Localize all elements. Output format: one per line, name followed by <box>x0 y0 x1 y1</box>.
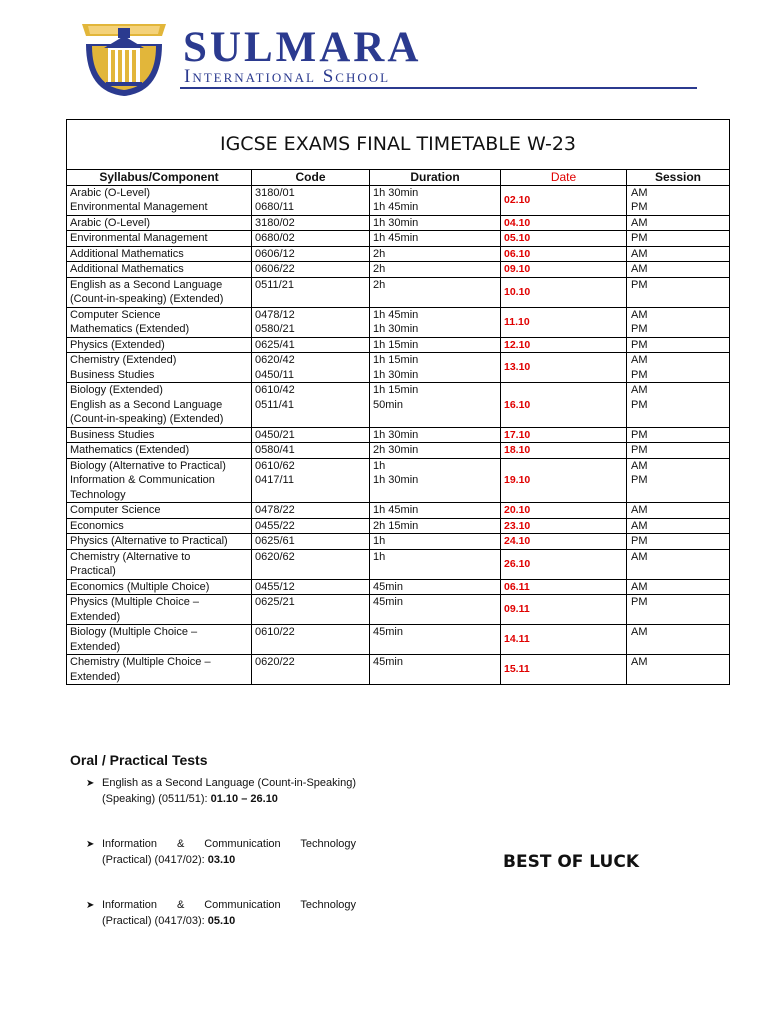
session-cell-line: PM <box>631 368 648 381</box>
table-row <box>67 549 730 579</box>
syllabus-cell-line: Technology <box>70 488 126 501</box>
table-row <box>67 655 730 685</box>
syllabus-cell-line: Chemistry (Extended) <box>70 354 177 366</box>
table-row <box>67 534 730 550</box>
date-cell: 05.10 <box>501 231 627 247</box>
duration-cell-line: 45min <box>373 596 403 608</box>
session-cell <box>627 595 730 625</box>
code-cell <box>252 534 370 550</box>
code-cell-line: 0450/21 <box>255 428 295 441</box>
session-cell <box>627 427 730 443</box>
oral-item-date: 01.10 – 26.10 <box>210 792 278 805</box>
oral-test-list <box>86 776 356 929</box>
session-cell <box>627 625 730 655</box>
session-cell <box>627 458 730 503</box>
duration-cell-line: 1h 45min <box>373 308 419 321</box>
session-cell <box>627 185 730 215</box>
duration-cell-line: 2h <box>373 263 386 275</box>
duration-cell-line: 50min <box>373 398 403 411</box>
duration-cell <box>370 427 501 443</box>
code-cell-line: 0511/41 <box>255 398 294 411</box>
session-cell <box>627 518 730 534</box>
date-cell: 24.10 <box>501 534 627 550</box>
duration-cell <box>370 246 501 262</box>
date-cell: 12.10 <box>501 337 627 353</box>
date-cell: 20.10 <box>501 503 627 519</box>
code-cell-line: 0625/21 <box>255 596 295 608</box>
code-cell <box>252 246 370 262</box>
session-cell <box>627 655 730 685</box>
syllabus-cell-line: Mathematics (Extended) <box>70 444 190 456</box>
table-row <box>67 353 730 383</box>
duration-cell <box>370 458 501 503</box>
syllabus-cell-line: Arabic (O-Level) <box>70 186 151 199</box>
code-cell <box>252 277 370 307</box>
table-row <box>67 231 730 247</box>
syllabus-cell-line: Mathematics (Extended) <box>70 323 190 335</box>
duration-cell-line: 1h 30min <box>373 368 419 381</box>
session-cell-line: PM <box>631 474 648 486</box>
syllabus-cell-line: Arabic (O-Level) <box>70 216 151 229</box>
syllabus-cell-line: Extended) <box>70 670 121 683</box>
syllabus-cell <box>67 503 252 519</box>
syllabus-cell-line: Practical) <box>70 565 116 577</box>
session-cell <box>627 503 730 519</box>
date-cell: 26.10 <box>501 549 627 579</box>
duration-cell <box>370 595 501 625</box>
syllabus-cell-line: Physics (Multiple Choice – <box>70 596 199 608</box>
column-header-syllabus: Syllabus/Component <box>67 170 252 186</box>
session-cell-line: PM <box>631 596 648 608</box>
date-cell: 17.10 <box>501 427 627 443</box>
table-row <box>67 262 730 278</box>
session-cell <box>627 443 730 459</box>
session-cell-line: AM <box>631 216 648 229</box>
code-cell-line: 0417/11 <box>255 474 294 486</box>
table-row <box>67 443 730 459</box>
code-cell <box>252 549 370 579</box>
session-cell <box>627 337 730 353</box>
code-cell <box>252 215 370 231</box>
code-cell <box>252 625 370 655</box>
duration-cell <box>370 655 501 685</box>
code-cell-line: 0580/21 <box>255 323 295 335</box>
code-cell-line: 0610/42 <box>255 384 295 396</box>
syllabus-cell-line: Additional Mathematics <box>70 247 184 260</box>
session-cell-line: AM <box>631 519 648 532</box>
syllabus-cell-line: Economics <box>70 519 124 532</box>
duration-cell-line: 1h 15min <box>373 354 419 366</box>
date-cell: 16.10 <box>501 383 627 428</box>
session-cell <box>627 262 730 278</box>
duration-cell-line: 45min <box>373 656 403 668</box>
code-cell-line: 0511/21 <box>255 278 294 291</box>
code-cell-line: 0620/62 <box>255 550 295 563</box>
duration-cell <box>370 383 501 428</box>
session-cell-line: AM <box>631 186 648 199</box>
syllabus-cell-line: (Count-in-speaking) (Extended) <box>70 413 224 425</box>
duration-cell-line: 1h <box>373 535 386 547</box>
table-row <box>67 458 730 503</box>
duration-cell-line: 1h 15min <box>373 384 419 396</box>
syllabus-cell-line: Biology (Extended) <box>70 384 163 396</box>
syllabus-cell-line: Chemistry (Multiple Choice – <box>70 656 211 668</box>
session-cell-line: AM <box>631 354 648 366</box>
code-cell <box>252 383 370 428</box>
code-cell <box>252 655 370 685</box>
table-row <box>67 307 730 337</box>
date-cell: 06.10 <box>501 246 627 262</box>
table-row <box>67 518 730 534</box>
list-item <box>86 898 356 929</box>
session-cell-line: AM <box>631 656 648 668</box>
date-cell: 10.10 <box>501 277 627 307</box>
session-cell-line: PM <box>631 201 648 213</box>
syllabus-cell-line: (Count-in-speaking) (Extended) <box>70 293 224 305</box>
date-cell: 09.10 <box>501 262 627 278</box>
table-row <box>67 579 730 595</box>
syllabus-cell-line: Business Studies <box>70 368 155 381</box>
syllabus-cell <box>67 185 252 215</box>
arrow-bullet-icon: ➤ <box>86 900 95 911</box>
syllabus-cell <box>67 353 252 383</box>
syllabus-cell <box>67 579 252 595</box>
syllabus-cell <box>67 231 252 247</box>
duration-cell <box>370 503 501 519</box>
duration-cell-line: 1h 45min <box>373 201 419 213</box>
code-cell-line: 0625/41 <box>255 338 295 351</box>
syllabus-cell-line: Computer Science <box>70 308 161 321</box>
duration-cell-line: 1h <box>373 550 386 563</box>
table-row <box>67 246 730 262</box>
syllabus-cell-line: Environmental Management <box>70 201 208 213</box>
table-row <box>67 625 730 655</box>
duration-cell-line: 1h 45min <box>373 232 419 244</box>
duration-cell <box>370 262 501 278</box>
duration-cell-line: 1h 30min <box>373 186 419 199</box>
duration-cell <box>370 534 501 550</box>
date-cell: 18.10 <box>501 443 627 459</box>
duration-cell-line: 45min <box>373 626 403 638</box>
date-cell: 15.11 <box>501 655 627 685</box>
syllabus-cell-line: Economics (Multiple Choice) <box>70 580 210 593</box>
duration-cell-line: 1h <box>373 459 386 472</box>
session-cell-line: PM <box>631 444 648 456</box>
session-cell-line: AM <box>631 384 648 396</box>
syllabus-cell <box>67 337 252 353</box>
session-cell-line: AM <box>631 504 648 516</box>
code-cell <box>252 262 370 278</box>
syllabus-cell <box>67 625 252 655</box>
syllabus-cell-line: English as a Second Language <box>70 398 223 411</box>
date-cell: 06.11 <box>501 579 627 595</box>
session-cell <box>627 231 730 247</box>
timetable-title: IGCSE EXAMS FINAL TIMETABLE W-23 <box>67 120 730 170</box>
oral-item-text: English as a Second Language (Count-in-Speaking) (Speaking) (0511/51): <box>102 777 356 805</box>
session-cell-line: PM <box>631 398 648 411</box>
column-header-date: Date <box>501 170 627 186</box>
code-cell-line: 0606/22 <box>255 263 295 275</box>
header-rule <box>180 87 697 89</box>
code-cell-line: 0680/02 <box>255 232 295 244</box>
code-cell <box>252 231 370 247</box>
code-cell-line: 0620/42 <box>255 354 295 366</box>
exam-timetable <box>66 119 730 685</box>
duration-cell <box>370 353 501 383</box>
duration-cell <box>370 215 501 231</box>
list-item <box>86 776 356 807</box>
oral-item-date: 03.10 <box>207 853 236 866</box>
oral-item-date: 05.10 <box>207 914 236 927</box>
code-cell-line: 0478/22 <box>255 504 295 516</box>
code-cell-line: 0680/11 <box>255 201 294 213</box>
duration-cell <box>370 443 501 459</box>
code-cell-line: 3180/01 <box>255 186 295 199</box>
syllabus-cell <box>67 307 252 337</box>
syllabus-cell-line: Business Studies <box>70 428 155 441</box>
session-cell-line: PM <box>631 428 648 441</box>
duration-cell-line: 2h <box>373 247 386 260</box>
session-cell-line: AM <box>631 550 648 563</box>
oral-item-text: Information & Communication Technology (Practical) (0417/02): <box>102 838 356 866</box>
date-cell: 14.11 <box>501 625 627 655</box>
duration-cell-line: 1h 30min <box>373 323 419 335</box>
session-cell <box>627 246 730 262</box>
syllabus-cell <box>67 549 252 579</box>
date-cell: 09.11 <box>501 595 627 625</box>
syllabus-cell-line: Biology (Alternative to Practical) <box>70 459 226 472</box>
school-name: SULMARA <box>183 24 422 71</box>
session-cell <box>627 215 730 231</box>
table-row <box>67 383 730 428</box>
session-cell-line: AM <box>631 247 648 260</box>
syllabus-cell-line: Environmental Management <box>70 232 208 244</box>
session-cell-line: PM <box>631 323 648 335</box>
duration-cell <box>370 337 501 353</box>
duration-cell-line: 45min <box>373 580 403 593</box>
syllabus-cell-line: Physics (Extended) <box>70 338 165 351</box>
date-cell: 23.10 <box>501 518 627 534</box>
code-cell-line: 0620/22 <box>255 656 295 668</box>
code-cell-line: 0610/22 <box>255 626 295 638</box>
date-cell: 13.10 <box>501 353 627 383</box>
duration-cell-line: 2h <box>373 278 386 291</box>
code-cell <box>252 353 370 383</box>
session-cell <box>627 579 730 595</box>
syllabus-cell <box>67 518 252 534</box>
syllabus-cell-line: English as a Second Language <box>70 278 223 291</box>
code-cell-line: 0610/62 <box>255 459 295 472</box>
syllabus-cell-line: Biology (Multiple Choice – <box>70 626 198 638</box>
session-cell <box>627 353 730 383</box>
syllabus-cell <box>67 534 252 550</box>
duration-cell-line: 1h 45min <box>373 504 419 516</box>
syllabus-cell-line: Additional Mathematics <box>70 263 184 275</box>
syllabus-cell <box>67 383 252 428</box>
session-cell-line: AM <box>631 263 648 275</box>
duration-cell <box>370 277 501 307</box>
duration-cell-line: 2h 15min <box>373 519 419 532</box>
session-cell <box>627 307 730 337</box>
code-cell-line: 0455/12 <box>255 580 295 593</box>
code-cell-line: 0606/12 <box>255 247 295 260</box>
date-cell: 19.10 <box>501 458 627 503</box>
duration-cell-line: 1h 30min <box>373 474 419 486</box>
syllabus-cell-line: Computer Science <box>70 504 161 516</box>
session-cell <box>627 549 730 579</box>
duration-cell-line: 1h 15min <box>373 338 419 351</box>
arrow-bullet-icon: ➤ <box>86 778 95 789</box>
syllabus-cell-line: Physics (Alternative to Practical) <box>70 535 228 547</box>
code-cell <box>252 458 370 503</box>
syllabus-cell <box>67 458 252 503</box>
code-cell-line: 3180/02 <box>255 216 295 229</box>
code-cell-line: 0625/61 <box>255 535 295 547</box>
column-header-session: Session <box>627 170 730 186</box>
session-cell <box>627 277 730 307</box>
school-subtitle: International School <box>184 66 391 87</box>
code-cell <box>252 518 370 534</box>
school-logo <box>78 10 170 102</box>
oral-item-text: Information & Communication Technology (Practical) (0417/03): <box>102 899 356 927</box>
syllabus-cell <box>67 277 252 307</box>
session-cell-line: AM <box>631 626 648 638</box>
code-cell <box>252 185 370 215</box>
table-row <box>67 595 730 625</box>
syllabus-cell <box>67 595 252 625</box>
code-cell-line: 0450/11 <box>255 368 294 381</box>
code-cell <box>252 595 370 625</box>
column-header-code: Code <box>252 170 370 186</box>
duration-cell <box>370 518 501 534</box>
syllabus-cell-line: Extended) <box>70 640 121 653</box>
syllabus-cell-line: Chemistry (Alternative to <box>70 550 191 563</box>
syllabus-cell <box>67 443 252 459</box>
code-cell <box>252 307 370 337</box>
code-cell <box>252 443 370 459</box>
syllabus-cell <box>67 246 252 262</box>
table-row <box>67 277 730 307</box>
closing-message: BEST OF LUCK <box>503 852 639 872</box>
date-cell: 02.10 <box>501 185 627 215</box>
table-row <box>67 427 730 443</box>
column-header-duration: Duration <box>370 170 501 186</box>
table-row <box>67 337 730 353</box>
session-cell <box>627 383 730 428</box>
duration-cell-line: 2h 30min <box>373 444 419 456</box>
code-cell-line: 0580/41 <box>255 444 295 456</box>
duration-cell <box>370 549 501 579</box>
syllabus-cell <box>67 655 252 685</box>
session-cell-line: AM <box>631 308 648 321</box>
arrow-bullet-icon: ➤ <box>86 839 95 850</box>
oral-section-title: Oral / Practical Tests <box>70 752 208 768</box>
list-item <box>86 837 356 868</box>
code-cell <box>252 337 370 353</box>
duration-cell <box>370 231 501 247</box>
session-cell-line: PM <box>631 232 648 244</box>
session-cell-line: PM <box>631 338 648 351</box>
duration-cell <box>370 307 501 337</box>
syllabus-cell <box>67 262 252 278</box>
session-cell-line: PM <box>631 278 648 291</box>
duration-cell-line: 1h 30min <box>373 216 419 229</box>
duration-cell-line: 1h 30min <box>373 428 419 441</box>
timetable-body <box>67 185 730 685</box>
session-cell <box>627 534 730 550</box>
syllabus-cell-line: Information & Communication <box>70 474 215 486</box>
code-cell <box>252 427 370 443</box>
date-cell: 04.10 <box>501 215 627 231</box>
syllabus-cell <box>67 427 252 443</box>
session-cell-line: PM <box>631 535 648 547</box>
code-cell <box>252 579 370 595</box>
session-cell-line: AM <box>631 580 648 593</box>
date-cell: 11.10 <box>501 307 627 337</box>
table-row <box>67 215 730 231</box>
duration-cell <box>370 625 501 655</box>
session-cell-line: AM <box>631 459 648 472</box>
code-cell-line: 0478/12 <box>255 308 295 321</box>
duration-cell <box>370 185 501 215</box>
code-cell-line: 0455/22 <box>255 519 295 532</box>
syllabus-cell-line: Extended) <box>70 610 121 623</box>
syllabus-cell <box>67 215 252 231</box>
table-row <box>67 503 730 519</box>
table-row <box>67 185 730 215</box>
duration-cell <box>370 579 501 595</box>
code-cell <box>252 503 370 519</box>
